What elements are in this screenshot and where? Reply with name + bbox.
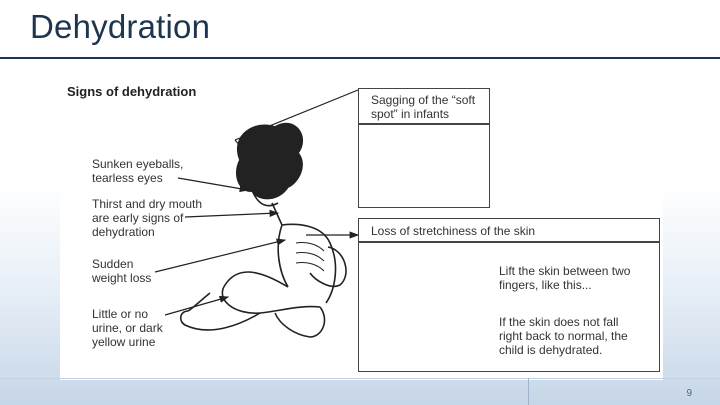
instruction-line: If the skin does not fall [499,315,619,329]
slide-title: Dehydration [30,8,211,45]
child-figure [181,124,346,337]
instruction-lift-skin [499,264,630,292]
title-divider [0,57,720,59]
sign-line: Little or no [92,307,149,321]
soft-spot-divider [359,123,489,125]
sign-line: tearless eyes [92,171,163,185]
figure-heading: Signs of dehydration [67,84,197,99]
footer-separator [528,378,529,405]
instruction-line: child is dehydrated. [499,343,603,357]
skin-box-divider [359,241,659,243]
sign-line: urine, or dark [92,321,163,335]
page-number: 9 [686,388,692,399]
sign-line: Sudden [92,257,134,271]
sign-weight-loss [92,257,151,285]
soft-spot-line: Sagging of the “soft [371,93,476,107]
sign-line: dehydration [92,225,155,239]
instruction-line: Lift the skin between two [499,264,631,278]
dehydration-illustration [60,75,663,380]
sign-line: are early signs of [92,211,184,225]
sign-sunken-eyes [92,157,183,185]
soft-spot-box [358,88,490,208]
soft-spot-label [371,93,475,121]
footer-divider [0,378,720,379]
sign-line: weight loss [92,271,152,285]
sign-urine [92,307,163,349]
instruction-skin-falls [499,315,628,357]
skin-box-label: Loss of stretchiness of the skin [371,224,536,238]
soft-spot-line: spot” in infants [371,107,450,121]
sign-line: yellow urine [92,335,156,349]
sign-line: Thirst and dry mouth [92,197,203,211]
instruction-line: fingers, like this... [499,278,592,292]
sign-thirst [92,197,202,239]
sign-line: Sunken eyeballs, [92,157,184,171]
skin-stretch-box [358,218,660,372]
instruction-line: right back to normal, the [499,329,628,343]
